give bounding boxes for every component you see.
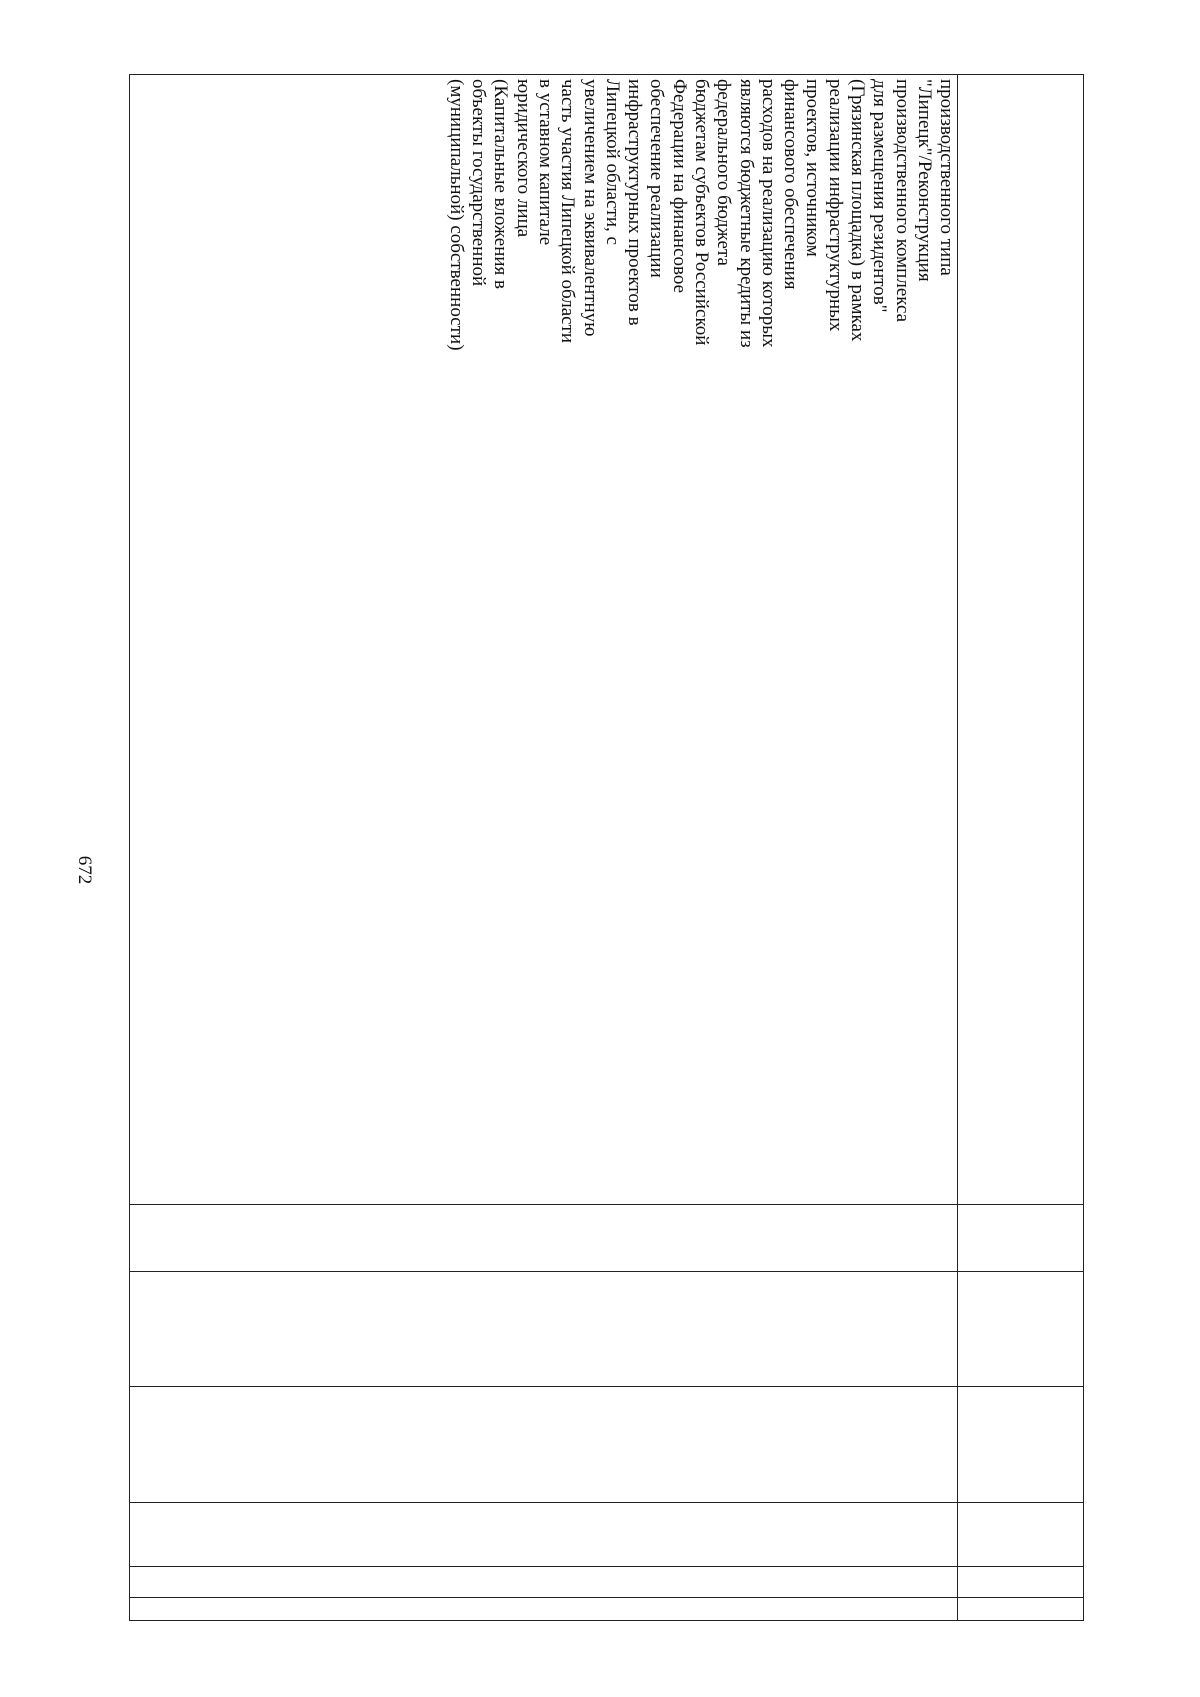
page-number: 672 [74, 855, 95, 885]
row-name-line: являются бюджетные кредиты из [735, 79, 757, 348]
row-name-line: федерального бюджета [713, 79, 735, 266]
row-name-line: (муниципальной) собственности) [445, 79, 467, 351]
row-name-line: (Грязинская площадка) в рамках [847, 79, 869, 342]
row-name-line: производственного комплекса [891, 79, 913, 323]
row-c4 [130, 1503, 958, 1567]
row-c6 [130, 1598, 958, 1621]
row-name-line: для размещения резидентов" [869, 79, 891, 313]
column-header [958, 1567, 1084, 1598]
row-name-line: проектов, источником [802, 79, 824, 257]
row-name-line: "Липецк"/Реконструкция [913, 79, 935, 282]
column-header [958, 75, 1084, 1205]
row-c1 [130, 1205, 958, 1272]
row-name-line: бюджетам субъектов Российской [691, 79, 713, 346]
row-name-line: в уставном капитале [534, 79, 556, 246]
column-header [958, 1598, 1084, 1621]
row-name-line: расходов на реализацию которых [757, 79, 779, 348]
row-name-line: юридического лица [512, 79, 534, 238]
row-name-line: инфраструктурных проектов в [624, 79, 646, 326]
row-name-line: часть участия Липецкой области [557, 79, 579, 344]
row-c5 [130, 1567, 958, 1598]
budget-table-container [129, 74, 1084, 1620]
row-name-line: Федерации на финансовое [668, 79, 690, 294]
row-name-line: производственного типа [936, 79, 958, 276]
column-header [958, 1205, 1084, 1272]
row-c2 [130, 1272, 958, 1387]
table-row [958, 75, 1084, 1621]
row-c3 [130, 1387, 958, 1503]
row-name [130, 75, 958, 1205]
budget-table [129, 74, 1084, 1621]
table-row [130, 75, 958, 1621]
column-header [958, 1503, 1084, 1567]
row-name-line: обеспечение реализации [646, 79, 668, 278]
row-name-line: объекты государственной [468, 79, 490, 287]
row-name-line: (Капитальные вложения в [490, 79, 512, 290]
column-header [958, 1387, 1084, 1503]
row-name-line: увеличением на эквивалентную [579, 79, 601, 337]
row-name-line: финансового обеспечения [780, 79, 802, 290]
row-name-line: реализации инфраструктурных [824, 79, 846, 332]
row-name-line: Липецкой области, с [601, 79, 623, 245]
column-header [958, 1272, 1084, 1387]
